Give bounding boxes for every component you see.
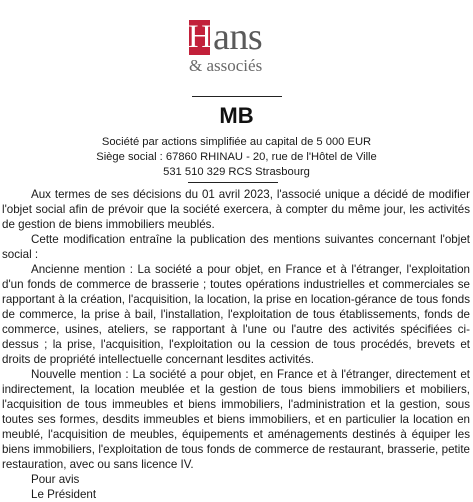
company-registration: 531 510 329 RCS Strasbourg [163, 166, 310, 178]
hans-associes-logo [187, 13, 307, 83]
paragraph-decision: Aux termes de ses décisions du 01 avril 2023, l'associé unique a décidé de modifier l'objet social afin de prévoir que la société exercera, à compter du même jour, les activités de gestion de biens immobiliers meublés. [2, 188, 470, 231]
logo-subtitle: & associés [189, 56, 263, 75]
closing-text: Pour avis [31, 473, 80, 486]
company-address: Siège social : 67860 RHINAU - 20, rue de l'Hôtel de Ville [96, 151, 377, 163]
logo-letter: H [188, 19, 212, 55]
paragraph-old-mention: Ancienne mention : La société a pour objet, en France et à l'étranger, l'exploitation d'un fonds de commerce de brasserie ; toutes opérations industrielles et commerciales se rapportant à la création, l'acquisition, la location, la prise en location-gérance de tous fonds de commerce, la prise à bail, l'installation, l'exploitation de tous établissements, fonds de commerce, usines, ateliers, se rapportant à l'une ou l'autre des activités spécifiées ci-dessus ; la prise, l'acquisition, l'exploitation ou la cession de tous procédés, brevets et droits de propriété intellectuelle concernant lesdites activités. [2, 263, 470, 366]
paragraph-new-mention: Nouvelle mention : La société a pour objet, en France et à l'étranger, directement et indirectement, la location meublée et la gestion de tous biens immobiliers et mobiliers, l'acquisition de tous immeubles et biens immobiliers, l'administration et la gestion, sous toutes ses formes, desdits immeubles et biens immobiliers, et en particulier la location en meublé, l'acquisition de meubles, équipements et aménagements destinés à équiper les biens immobiliers, l'exploitation de tous fonds de commerce de restaurant, brasserie, petite restauration, avec ou sans licence IV. [2, 368, 470, 471]
logo-wordmark: ans [213, 16, 263, 58]
signatory: Le Président [31, 488, 97, 501]
company-name: MB [219, 103, 254, 128]
notice-body [2, 187, 470, 502]
header-top-rule [192, 96, 282, 97]
company-capital: Société par actions simplifiée au capital de 5 000 EUR [101, 136, 372, 148]
company-info [0, 135, 473, 180]
paragraph-publication: Cette modification entraîne la publication des mentions suivantes concernant l'objet social : [2, 233, 470, 261]
header-bottom-rule [188, 182, 278, 183]
